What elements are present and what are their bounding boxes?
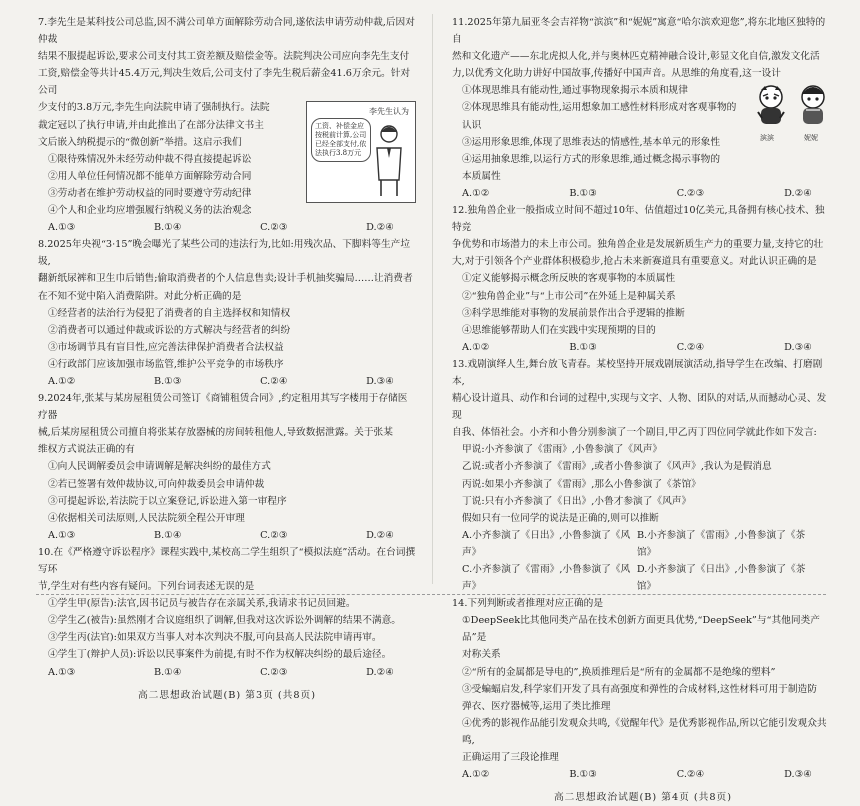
q11-option: ④运用抽象思维,以运行方式的形象思维,通过概念揭示事物的: [462, 153, 721, 165]
choice-c: C.小齐参演了《雷雨》,小鲁参演了《风声》: [462, 564, 631, 593]
mascot-name: 妮妮: [804, 134, 818, 143]
mascot-binbin-icon: [754, 84, 788, 128]
q12-option: ②“独角兽企业”与“上市公司”在外延上是种属关系: [462, 290, 676, 302]
q9-line: 9.2024年,张某与某房屋租赁公司签订《商铺租赁合同》,约定租用其写字楼用于存储医疗器: [38, 393, 408, 422]
choice-a: A.①②: [462, 187, 490, 199]
q11-option: ①体现思维具有能动性,通过事物现象揭示本质和规律: [462, 85, 688, 97]
q14-option: ③受蝙蝠启发,科学家们开发了具有高强度和弹性的合成材料,这性材料可用于制造防: [462, 683, 817, 695]
mascot-nini-icon: [796, 84, 830, 128]
choice-c: C.②④: [260, 375, 288, 387]
q9-option: ④依据相关司法原则,人民法院须全程公开审理: [48, 512, 245, 524]
q7-line: 7.李先生是某科技公司总监,因不满公司单方面解除劳动合同,遂依法申请劳动仲裁,后因对仲裁: [38, 17, 415, 46]
q10-line: 节,学生对有些内容有疑问。下列台词表述无误的是: [38, 581, 255, 593]
q9-line: 械,后某房屋租赁公司擅自将张某存放器械的房间转租他人,导致数据泄露。关于张某: [38, 427, 393, 439]
person-icon: [369, 124, 409, 198]
choice-c: C.②④: [676, 769, 705, 781]
choice-b: B.小齐参演了《雷雨》,小鲁参演了《茶馆》: [636, 529, 806, 558]
q14-choices: [452, 766, 834, 783]
q7-option: ①限待殊情况外未经劳动仲裁不得直接提起诉讼: [48, 153, 252, 165]
q11-line: 然和文化遗产——东北虎拟人化,并与奥林匹克精神融合设计,彰显文化自信,激发文化活: [452, 51, 820, 63]
choice-c: C.②③: [260, 529, 288, 541]
q11-choices: [452, 185, 834, 202]
choice-a: A.①②: [462, 769, 490, 781]
speech-bubble: 工资、补偿金应按税前计算,公司已经全部支付,依法执行3.8万元: [311, 118, 371, 162]
q9-option: ①向人民调解委员会申请调解是解决纠纷的最佳方式: [48, 461, 271, 473]
q9-choices: [38, 527, 416, 544]
cartoon-caption: 李先生认为: [369, 107, 409, 117]
q7-line: 少支付的3.8万元,李先生向法院申请了强制执行。法院: [38, 102, 270, 114]
q13-choices-row: [452, 561, 834, 595]
page-divider: [432, 14, 433, 584]
question-14: [452, 595, 834, 783]
right-page: [452, 14, 834, 806]
choice-d: D.小齐参演了《日出》,小鲁参演了《茶馆》: [636, 564, 806, 593]
q13-statement: 乙说:或者小齐参演了《雷雨》,或者小鲁参演了《风声》,我认为是假消息: [462, 461, 772, 473]
choice-d: D.②④: [784, 187, 812, 199]
q8-option: ②消费者可以通过仲裁或诉讼的方式解决与经营者的纠纷: [48, 324, 291, 336]
choice-b: B.①③: [569, 769, 597, 781]
q12-line: 大,对于引领各个产业群体积极稳步,抢占未来新赛道具有重要意义。对此认识正确的是: [452, 256, 817, 268]
choice-d: D.③④: [784, 769, 812, 781]
q7-option: ③劳动者在维护劳动权益的同时要遵守劳动纪律: [48, 187, 252, 199]
q10-option: ③学生丙(法官):如果双方当事人对本次判决不服,可向县高人民法院申请再审。: [48, 632, 382, 644]
choice-a: A.①②: [462, 341, 490, 353]
q14-option: 对称关系: [462, 649, 501, 661]
q13-line: 自我、体悟社会。小齐和小鲁分别参演了一个剧目,甲乙丙丁四位同学就此作如下发言:: [452, 427, 817, 439]
choice-b: B.①③: [569, 341, 597, 353]
q7-option: ④个人和企业均应增强履行纳税义务的法治观念: [48, 205, 252, 217]
choice-d: D.③④: [784, 341, 812, 353]
q14-option: ②“所有的金属都是导电的”,换质推理后是“所有的金属都不是绝缘的塑料”: [462, 666, 776, 678]
q8-line: 8.2025年央视“3·15”晚会曝光了某些公司的违法行为,比如:用残次品、下脚料等生产垃圾,: [38, 239, 411, 268]
q13-choices-row: [452, 527, 834, 561]
q11-line: 11.2025年第九届亚冬会吉祥物“滨滨”和“妮妮”寓意“哈尔滨欢迎您”,将东北地区独特的自: [452, 17, 826, 46]
q7-line: 工资,赔偿金等共计45.4万元,判决生效后,公司支付了李先生税后薪金41.6万余元。针对公司: [38, 68, 411, 97]
choice-c: C.②④: [676, 341, 705, 353]
q8-choices: [38, 373, 416, 390]
q10-option: ④学生丁(辩护人员):诉讼以民事案件为前提,有时不作为权解决纠纷的最后途径。: [48, 649, 392, 661]
q14-option: ①DeepSeek比其他同类产品在技术创新方面更具优势,“DeepSeek”与“其他同类产品”是: [462, 615, 820, 644]
q11-option: ②体现思维具有能动性,运用想象加工感性材料形成对客观事物的认识: [462, 102, 737, 131]
q13-line: 13.戏剧演绎人生,舞台放飞青春。某校坚持开展戏剧展演活动,指导学生在改编、打磨剧本,: [452, 358, 823, 387]
question-13: [452, 356, 834, 595]
q7-option: ②用人单位任何情况都不能单方面解除劳动合同: [48, 170, 252, 182]
q11-option: 本质属性: [462, 170, 501, 182]
q7-line: 文后嵌入纳税提示的“微创新”举措。这启示我们: [38, 136, 242, 148]
q7-line: 结果不服提起诉讼,要求公司支付其工资差额及赔偿金等。法院判决公司应向李先生支付: [38, 51, 410, 63]
q12-option: ①定义能够揭示概念所反映的客观事物的本质属性: [462, 273, 676, 285]
q10-line: 10.在《严格遵守诉讼程序》课程实践中,某校高二学生组织了“模拟法庭”活动。在台词撰写环: [38, 546, 416, 575]
q12-option: ④思维能够帮助人们在实践中实现预期的目的: [462, 324, 656, 336]
q9-option: ②若已签署有效仲裁协议,可向仲裁委员会申请仲裁: [48, 478, 265, 490]
q13-statement: 丁说:只有小齐参演了《日出》,小鲁才参演了《风声》: [462, 495, 692, 507]
choice-b: B.①④: [153, 666, 182, 678]
q9-option: ③可提起诉讼,若法院于以立案登记,诉讼进入第一审程序: [48, 495, 287, 507]
mascot-illustration: [750, 84, 834, 142]
choice-b: B.①④: [153, 529, 182, 541]
q8-line: 在不知不觉中陷入消费陷阱。对此分析正确的是: [38, 290, 242, 302]
choice-a: A.①②: [48, 375, 76, 387]
q12-line: 12.独角兽企业一般指成立时间不超过10年、估值超过10亿美元,具备拥有核心技术、独特竞: [452, 205, 825, 234]
choice-a: A.①③: [48, 222, 76, 234]
choice-c: C.②③: [260, 222, 288, 234]
choice-a: A.①③: [48, 529, 76, 541]
question-12: [452, 202, 834, 356]
binding-line: [36, 594, 826, 595]
question-9: [38, 390, 416, 544]
choice-b: B.①④: [153, 222, 182, 234]
choice-a: A.小齐参演了《日出》,小鲁参演了《风声》: [462, 529, 631, 558]
q11-line: 力,以优秀文化助力讲好中国故事,传播好中国声音。从思维的角度看,这一设计: [452, 68, 781, 80]
q14-option: 正确运用了三段论推理: [462, 752, 559, 764]
q14-option: ④优秀的影视作品能引发观众共鸣,《觉醒年代》是优秀影视作品,所以它能引发观众共鸣,: [462, 717, 827, 746]
choice-c: C.②③: [260, 666, 288, 678]
mascot-name: 滨滨: [760, 134, 774, 143]
q8-option: ③市场调节具有盲目性,应完善法律保护消费者合法权益: [48, 341, 284, 353]
choice-b: B.①③: [153, 375, 182, 387]
q10-option: ①学生甲(原告):法官,因书记员与被告存在亲属关系,我请求书记员回避。: [48, 598, 356, 610]
q12-line: 争优势和市场潜力的未上市公司。独角兽企业是发展新质生产力的重要力量,支持它的壮: [452, 239, 824, 251]
choice-a: A.①③: [48, 666, 76, 678]
q12-choices: [452, 339, 834, 356]
choice-d: D.③④: [366, 375, 394, 387]
choice-d: D.②④: [366, 666, 394, 678]
q7-line: 裁定冠以了执行申请,并由此推出了在部分法律文书主: [38, 119, 264, 131]
question-10: [38, 544, 416, 681]
q12-option: ③科学思维能对事物的发展前景作出合乎逻辑的推断: [462, 307, 685, 319]
q10-option: ②学生乙(被告):虽然刚才合议庭组织了调解,但我对这次诉讼外调解的结果不满意。: [48, 615, 401, 627]
page-footer-left: 高二思想政治试题(B) 第3页 (共8页): [138, 689, 316, 701]
question-8: [38, 236, 416, 390]
q9-line: 维权方式说法正确的有: [38, 444, 135, 456]
q13-statement: 甲说:小齐参演了《雷雨》,小鲁参演了《风声》: [462, 444, 663, 456]
q14-option: 弹衣、医疗器械等,运用了类比推理: [462, 700, 611, 712]
question-11: [452, 14, 834, 202]
q13-statement: 丙说:如果小齐参演了《雷雨》,那么小鲁参演了《茶馆》: [462, 478, 701, 490]
left-page: [38, 14, 416, 704]
cartoon-illustration: [306, 101, 416, 203]
q7-choices: [38, 219, 416, 236]
choice-d: D.②④: [366, 529, 394, 541]
q11-option: ③运用形象思维,体现了思维表达的情感性,基本单元的形象性: [462, 136, 721, 148]
q8-option: ④行政部门应该加强市场监管,维护公平竞争的市场秩序: [48, 358, 284, 370]
choice-c: C.②③: [676, 187, 705, 199]
q8-line: 翻新纸尿裤和卫生巾后销售;偷取消费者的个人信息售卖;设计手机抽奖骗局……让消费者: [38, 273, 413, 285]
choice-d: D.②④: [366, 222, 394, 234]
q14-line: 14.下列判断或者推理对应正确的是: [452, 598, 604, 610]
q8-option: ①经营者的法治行为侵犯了消费者的自主选择权和知情权: [48, 307, 291, 319]
page-footer-right: 高二思想政治试题(B) 第4页 (共8页): [554, 792, 732, 804]
q10-choices: [38, 664, 416, 681]
q13-line: 精心设计道具、动作和台词的过程中,实现与文字、人物、团队的对话,从而撼动心灵、发现: [452, 393, 827, 422]
choice-b: B.①③: [569, 187, 597, 199]
question-7: [38, 14, 416, 236]
q13-line: 假如只有一位同学的说法是正确的,则可以推断: [462, 512, 659, 524]
